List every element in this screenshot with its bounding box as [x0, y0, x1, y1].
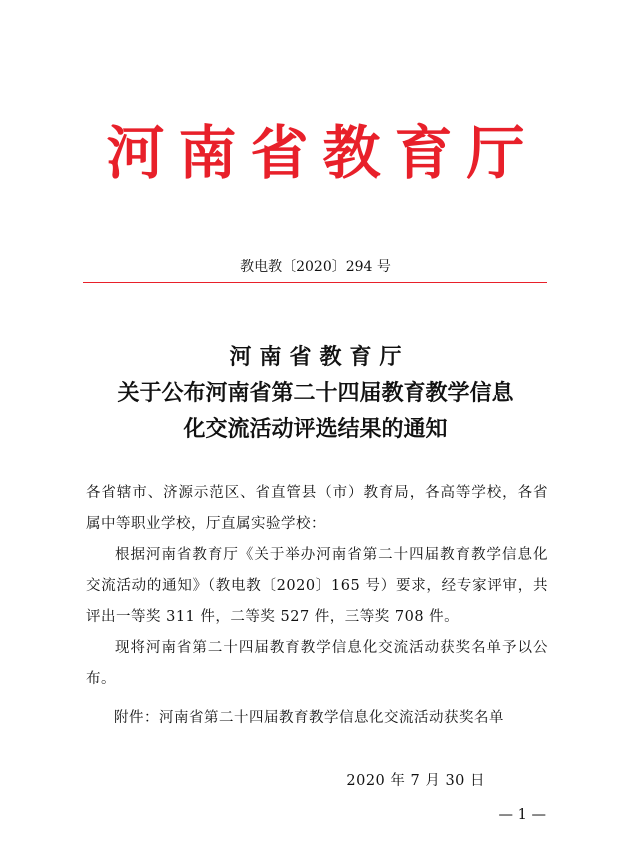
masthead-title: 河南省教育厅: [106, 119, 539, 187]
document-number: 教电教〔2020〕294 号: [240, 259, 391, 275]
title-line-2: 关于公布河南省第二十四届教育教学信息: [117, 380, 514, 406]
attachment-line: 附件：河南省第二十四届教育教学信息化交流活动获奖名单: [114, 710, 504, 726]
title-line-3: 化交流活动评选结果的通知: [183, 416, 448, 442]
body-paragraph-2: 现将河南省第二十四届教育教学信息化交流活动获奖名单予以公布。: [86, 640, 548, 687]
notice-title: [0, 339, 631, 447]
red-divider-line: [83, 282, 547, 283]
notice-body: [86, 478, 548, 695]
body-paragraph-1: 根据河南省教育厅《关于举办河南省第二十四届教育教学信息化交流活动的通知》（教电教〔2020〕165 号）要求，经专家评审，共评出一等奖 311 件，二等奖 527 件，三等奖 708 件。: [86, 547, 548, 625]
page-number: — 1 —: [498, 807, 546, 823]
issue-date: 2020 年 7 月 30 日: [346, 773, 485, 789]
salutation: 各省辖市、济源示范区、省直管县（市）教育局，各高等学校，各省属中等职业学校，厅直属实验学校：: [86, 485, 548, 532]
title-line-1: 河南省教育厅: [229, 344, 410, 370]
